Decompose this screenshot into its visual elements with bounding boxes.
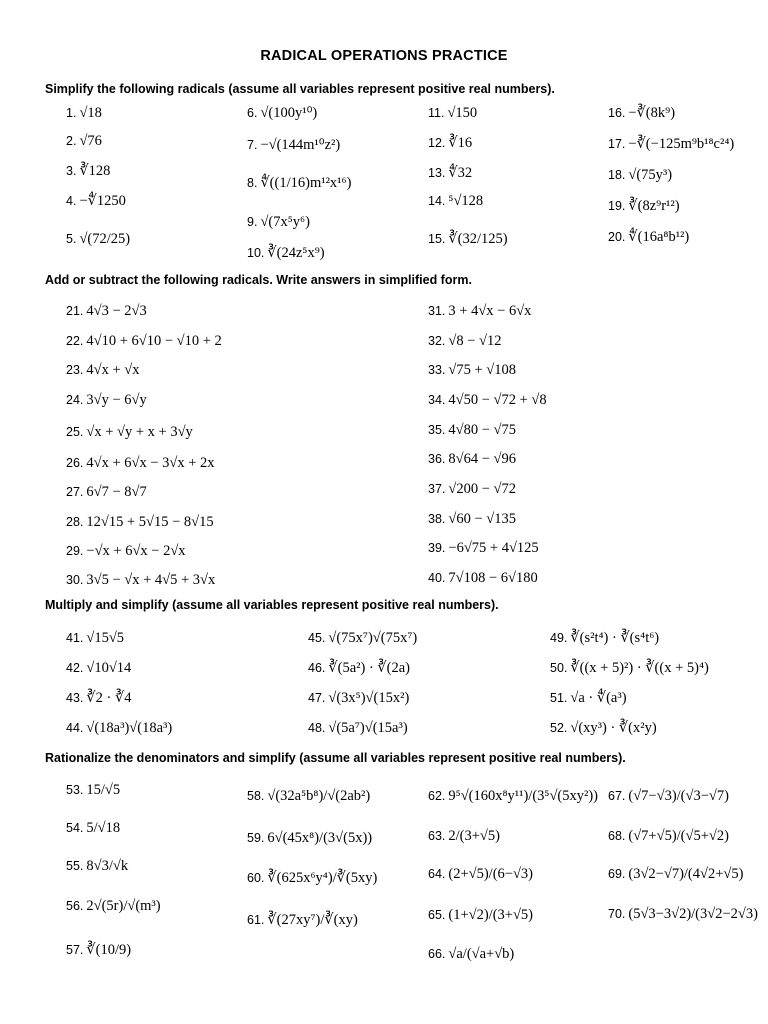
- problem-expression: −√x + 6√x − 2√x: [86, 543, 186, 559]
- problem-number: 41.: [66, 631, 84, 645]
- problem-expression: −∛(8k⁹): [628, 105, 676, 121]
- problem-expression: √10√14: [86, 660, 132, 676]
- problem-number: 56.: [66, 899, 84, 913]
- problem-65: [428, 905, 533, 925]
- problem-expression: 8√64 − √96: [448, 451, 516, 467]
- problem-expression: 4√3 − 2√3: [86, 303, 147, 319]
- problem-26: [66, 453, 215, 473]
- problem-expression: 4√50 − √72 + √8: [448, 392, 547, 408]
- problem-expression: (√7+√5)/(√5+√2): [628, 828, 729, 844]
- problem-expression: 3√5 − √x + 4√5 + 3√x: [86, 572, 216, 588]
- problem-37: [428, 479, 516, 499]
- problem-number: 28.: [66, 515, 84, 529]
- problem-expression: √15√5: [86, 630, 125, 646]
- problem-59: [247, 828, 372, 848]
- problem-number: 38.: [428, 512, 446, 526]
- problem-24: [66, 390, 147, 410]
- problem-number: 29.: [66, 544, 84, 558]
- problem-35: [428, 420, 516, 440]
- problem-number: 6.: [247, 106, 258, 120]
- problem-expression: √(xy³) · ∛(x²y): [570, 720, 657, 736]
- problem-17: [608, 134, 734, 154]
- problem-2: [66, 131, 102, 151]
- problem-expression: √200 − √72: [448, 481, 516, 497]
- problem-70: [608, 904, 758, 924]
- problem-expression: 4√x + √x: [86, 362, 140, 378]
- problem-number: 13.: [428, 166, 446, 180]
- problem-11: [428, 103, 477, 123]
- problem-number: 67.: [608, 789, 626, 803]
- problem-46: [308, 658, 410, 678]
- problem-61: [247, 910, 358, 930]
- problem-expression: ∛((x + 5)²) · ∛((x + 5)⁴): [570, 660, 709, 676]
- problem-number: 12.: [428, 136, 446, 150]
- problem-number: 57.: [66, 943, 84, 957]
- problem-expression: √75 + √108: [448, 362, 516, 378]
- problem-7: [247, 135, 340, 155]
- problem-number: 48.: [308, 721, 326, 735]
- problem-1: [66, 103, 102, 123]
- problem-5: [66, 229, 130, 249]
- problem-44: [66, 718, 172, 738]
- problem-16: [608, 103, 675, 123]
- problem-number: 9.: [247, 215, 258, 229]
- problem-number: 19.: [608, 199, 626, 213]
- problem-number: 10.: [247, 246, 265, 260]
- problem-expression: ∜(16a⁸b¹²): [628, 229, 690, 245]
- problem-number: 35.: [428, 423, 446, 437]
- problem-63: [428, 826, 500, 846]
- problem-50: [550, 658, 709, 678]
- problem-62: [428, 786, 598, 806]
- problem-expression: (2+√5)/(6−√3): [448, 866, 534, 882]
- problem-number: 30.: [66, 573, 84, 587]
- problem-number: 15.: [428, 232, 446, 246]
- problem-32: [428, 331, 501, 351]
- problem-number: 61.: [247, 913, 265, 927]
- problem-expression: 4√80 − √75: [448, 422, 516, 438]
- problem-34: [428, 390, 547, 410]
- problem-36: [428, 449, 516, 469]
- problem-expression: (5√3−3√2)/(3√2−2√3): [628, 906, 758, 922]
- problem-expression: 8√3/√k: [86, 858, 129, 874]
- problem-42: [66, 658, 131, 678]
- problem-number: 16.: [608, 106, 626, 120]
- problem-expression: 6√7 − 8√7: [86, 484, 147, 500]
- problem-expression: √76: [79, 133, 102, 149]
- problem-12: [428, 133, 472, 153]
- problem-14: [428, 191, 483, 211]
- problem-number: 65.: [428, 908, 446, 922]
- problem-number: 53.: [66, 783, 84, 797]
- problem-number: 58.: [247, 789, 265, 803]
- problem-number: 8.: [247, 176, 258, 190]
- problem-47: [308, 688, 409, 708]
- problem-number: 49.: [550, 631, 568, 645]
- problem-22: [66, 331, 222, 351]
- problem-15: [428, 229, 508, 249]
- problem-expression: ∛(5a²) · ∛(2a): [328, 660, 410, 676]
- problem-10: [247, 243, 325, 263]
- problem-expression: −6√75 + 4√125: [448, 540, 539, 556]
- problem-57: [66, 940, 131, 960]
- problem-expression: 5/√18: [86, 820, 121, 836]
- problem-expression: ∛128: [79, 163, 111, 179]
- problem-number: 43.: [66, 691, 84, 705]
- problem-number: 34.: [428, 393, 446, 407]
- problem-expression: √a/(√a+√b): [448, 946, 515, 962]
- problem-number: 37.: [428, 482, 446, 496]
- problem-56: [66, 896, 161, 916]
- problem-number: 36.: [428, 452, 446, 466]
- problem-38: [428, 509, 516, 529]
- problem-expression: ∜32: [448, 165, 473, 181]
- problem-40: [428, 568, 538, 588]
- problem-expression: 6√(45x⁸)/(3√(5x)): [267, 830, 373, 846]
- problem-67: [608, 786, 729, 806]
- problem-number: 5.: [66, 232, 77, 246]
- problem-number: 1.: [66, 106, 77, 120]
- problem-number: 44.: [66, 721, 84, 735]
- problem-27: [66, 482, 147, 502]
- problem-number: 46.: [308, 661, 326, 675]
- problem-number: 50.: [550, 661, 568, 675]
- problem-number: 68.: [608, 829, 626, 843]
- problem-33: [428, 360, 516, 380]
- problem-number: 59.: [247, 831, 265, 845]
- problem-number: 69.: [608, 867, 626, 881]
- problem-18: [608, 165, 672, 185]
- problem-expression: √18: [79, 105, 102, 121]
- problem-number: 45.: [308, 631, 326, 645]
- problem-number: 24.: [66, 393, 84, 407]
- problem-51: [550, 688, 627, 708]
- problem-8: [247, 173, 351, 193]
- problem-52: [550, 718, 657, 738]
- problem-expression: 9⁵√(160x⁸y¹¹)/(3⁵√(5xy²)): [448, 788, 599, 804]
- problem-expression: √60 − √135: [448, 511, 516, 527]
- page-title: RADICAL OPERATIONS PRACTICE: [260, 48, 508, 64]
- problem-number: 2.: [66, 134, 77, 148]
- problem-66: [428, 944, 514, 964]
- problem-4: [66, 191, 126, 211]
- problem-expression: √a · ∜(a³): [570, 690, 627, 706]
- problem-number: 22.: [66, 334, 84, 348]
- problem-number: 17.: [608, 137, 626, 151]
- problem-48: [308, 718, 408, 738]
- problem-number: 25.: [66, 425, 84, 439]
- problem-number: 54.: [66, 821, 84, 835]
- problem-expression: √(75x⁷)√(75x⁷): [328, 630, 418, 646]
- problem-20: [608, 227, 689, 247]
- problem-expression: ∜((1/16)m¹²x¹⁶): [260, 175, 352, 191]
- problem-number: 63.: [428, 829, 446, 843]
- problem-number: 27.: [66, 485, 84, 499]
- problem-expression: 12√15 + 5√15 − 8√15: [86, 514, 214, 530]
- problem-expression: −∛(−125m⁹b¹⁸c²⁴): [628, 136, 735, 152]
- problem-number: 47.: [308, 691, 326, 705]
- problem-number: 55.: [66, 859, 84, 873]
- problem-expression: (√7−√3)/(√3−√7): [628, 788, 729, 804]
- problem-expression: √(3x⁵)√(15x²): [328, 690, 410, 706]
- problem-69: [608, 864, 743, 884]
- problem-number: 66.: [428, 947, 446, 961]
- problem-9: [247, 212, 310, 232]
- problem-expression: ⁵√128: [448, 193, 484, 209]
- problem-number: 62.: [428, 789, 446, 803]
- problem-number: 33.: [428, 363, 446, 377]
- problem-number: 40.: [428, 571, 446, 585]
- problem-expression: −∜1250: [79, 193, 126, 209]
- problem-25: [66, 422, 193, 442]
- problem-number: 14.: [428, 194, 446, 208]
- problem-expression: √(75y³): [628, 167, 673, 183]
- problem-expression: √(72/25): [79, 231, 131, 247]
- problem-number: 60.: [247, 871, 265, 885]
- problem-30: [66, 570, 215, 590]
- problem-expression: ∛2 · ∛4: [86, 690, 132, 706]
- problem-64: [428, 864, 533, 884]
- problem-expression: ∛(8z⁹r¹²): [628, 198, 680, 214]
- problem-68: [608, 826, 729, 846]
- problem-number: 51.: [550, 691, 568, 705]
- section-heading-add-subtract: Add or subtract the following radicals. Write answers in simplified form.: [45, 273, 472, 287]
- problem-39: [428, 538, 539, 558]
- problem-expression: ∛(27xy⁷)/∛(xy): [267, 912, 358, 928]
- problem-expression: (3√2−√7)/(4√2+√5): [628, 866, 744, 882]
- problem-21: [66, 301, 147, 321]
- problem-43: [66, 688, 131, 708]
- problem-number: 11.: [428, 106, 445, 120]
- problem-expression: √(5a⁷)√(15a³): [328, 720, 408, 736]
- problem-expression: −√(144m¹⁰z²): [260, 137, 341, 153]
- problem-number: 18.: [608, 168, 626, 182]
- problem-number: 26.: [66, 456, 84, 470]
- section-heading-simplify: Simplify the following radicals (assume all variables represent positive real numbers).: [45, 82, 555, 96]
- problem-6: [247, 103, 317, 123]
- problem-31: [428, 301, 531, 321]
- problem-expression: √150: [447, 105, 478, 121]
- problem-number: 39.: [428, 541, 446, 555]
- problem-expression: ∛(32/125): [448, 231, 508, 247]
- problem-expression: ∛(s²t⁴) · ∛(s⁴t⁶): [570, 630, 660, 646]
- problem-number: 7.: [247, 138, 258, 152]
- problem-53: [66, 780, 120, 800]
- problem-number: 64.: [428, 867, 446, 881]
- problem-54: [66, 818, 120, 838]
- problem-55: [66, 856, 128, 876]
- problem-expression: ∛16: [448, 135, 473, 151]
- problem-expression: √x + √y + x + 3√y: [86, 424, 193, 440]
- problem-expression: 2/(3+√5): [448, 828, 500, 844]
- problem-expression: 2√(5r)/√(m³): [86, 898, 161, 914]
- problem-expression: √8 − √12: [448, 333, 502, 349]
- problem-expression: 3√y − 6√y: [86, 392, 147, 408]
- problem-23: [66, 360, 139, 380]
- problem-expression: √(18a³)√(18a³): [86, 720, 173, 736]
- problem-number: 52.: [550, 721, 568, 735]
- problem-number: 32.: [428, 334, 446, 348]
- problem-expression: √(32a⁵b⁸)/√(2ab²): [267, 788, 371, 804]
- problem-29: [66, 541, 186, 561]
- problem-number: 21.: [66, 304, 84, 318]
- problem-number: 23.: [66, 363, 84, 377]
- problem-expression: ∛(10/9): [86, 942, 132, 958]
- problem-28: [66, 512, 214, 532]
- problem-number: 4.: [66, 194, 77, 208]
- problem-number: 42.: [66, 661, 84, 675]
- problem-number: 20.: [608, 230, 626, 244]
- problem-expression: √(100y¹⁰): [260, 105, 318, 121]
- problem-expression: ∛(625x⁶y⁴)/∛(5xy): [267, 870, 378, 886]
- problem-number: 3.: [66, 164, 77, 178]
- section-heading-rationalize: Rationalize the denominators and simplify (assume all variables represent positive real numbers).: [45, 751, 626, 765]
- problem-41: [66, 628, 124, 648]
- problem-3: [66, 161, 110, 181]
- problem-60: [247, 868, 377, 888]
- section-heading-multiply: Multiply and simplify (assume all variables represent positive real numbers).: [45, 598, 499, 612]
- problem-13: [428, 163, 472, 183]
- problem-expression: ∛(24z⁵x⁹): [267, 245, 325, 261]
- problem-expression: 3 + 4√x − 6√x: [448, 303, 532, 319]
- problem-49: [550, 628, 659, 648]
- problem-expression: 7√108 − 6√180: [448, 570, 538, 586]
- problem-45: [308, 628, 417, 648]
- problem-19: [608, 196, 680, 216]
- problem-expression: 15/√5: [86, 782, 121, 798]
- problem-expression: (1+√2)/(3+√5): [448, 907, 534, 923]
- problem-expression: √(7x⁵y⁶): [260, 214, 310, 230]
- problem-58: [247, 786, 370, 806]
- problem-expression: 4√x + 6√x − 3√x + 2x: [86, 455, 215, 471]
- problem-expression: 4√10 + 6√10 − √10 + 2: [86, 333, 222, 349]
- problem-number: 31.: [428, 304, 446, 318]
- problem-number: 70.: [608, 907, 626, 921]
